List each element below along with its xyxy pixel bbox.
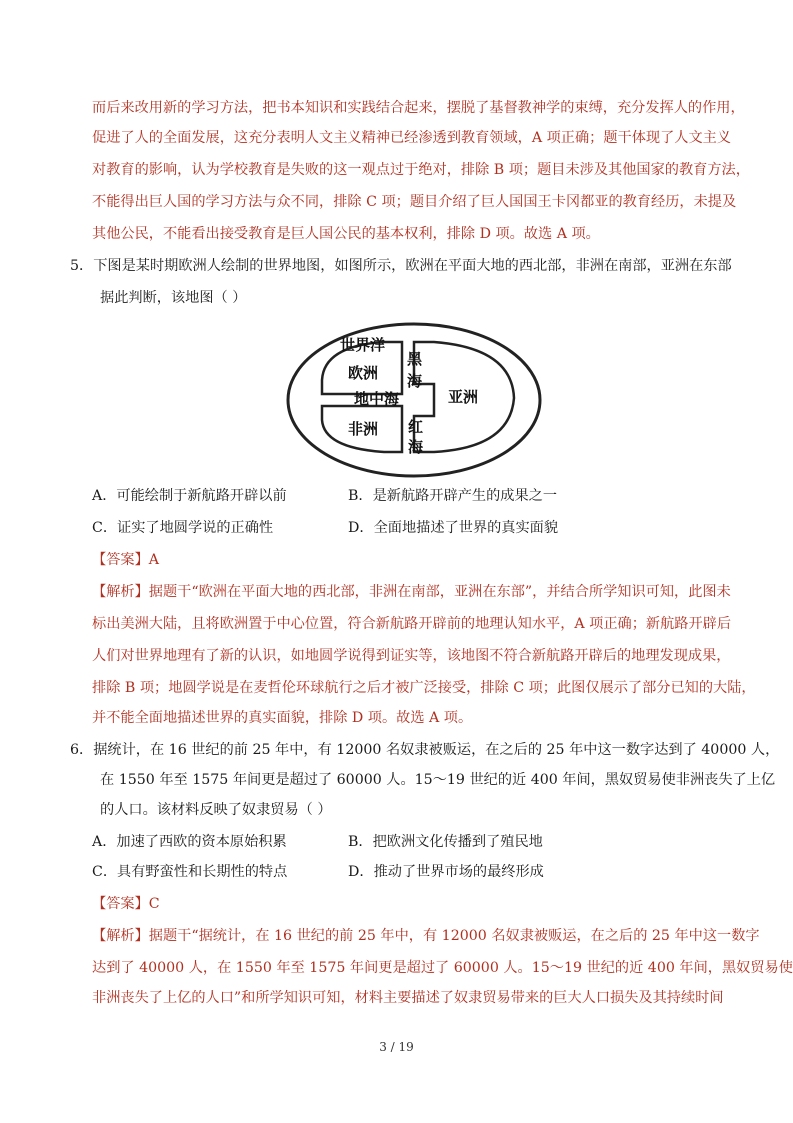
map-label-europe: 欧洲 bbox=[348, 364, 379, 382]
q4-analysis-line: 不能得出巨人国的学习方法与众不同，排除 C 项；题目介绍了巨人国国王卡冈都亚的教育经历，未提及 bbox=[92, 194, 737, 210]
answer-value: A bbox=[148, 552, 160, 568]
q4-analysis-line: 对教育的影响，认为学校教育是失败的这一观点过于绝对，排除 B 项；题目未涉及其他国家的教育方法， bbox=[92, 162, 750, 178]
answer-tag: 【答案】 bbox=[92, 896, 149, 912]
world-map-figure bbox=[284, 320, 544, 480]
q5-analysis-line: 排除 B 项；地圆学说是在麦哲伦环球航行之后才被广泛接受，排除 C 项；此图仅展示了部分已知的大陆， bbox=[92, 680, 756, 696]
q5-option-c: C．证实了地圆学说的正确性 bbox=[92, 520, 274, 536]
q4-analysis-line: 而后来改用新的学习方法，把书本知识和实践结合起来，摆脱了基督教神学的束缚，充分发挥人的作用， bbox=[92, 100, 745, 116]
q5-option-b: B．是新航路开辟产生的成果之一 bbox=[348, 488, 558, 504]
answer-tag: 【答案】 bbox=[92, 552, 149, 568]
q6-option-b: B．把欧洲文化传播到了殖民地 bbox=[348, 834, 543, 850]
q6-option-d: D．推动了世界市场的最终形成 bbox=[348, 864, 544, 880]
q6-stem-line: 在 1550 年至 1575 年间更是超过了 60000 人。15～19 世纪的近 400 年间，黑奴贸易使非洲丧失了上亿 bbox=[100, 772, 776, 788]
q5-analysis-line bbox=[92, 582, 731, 602]
analysis-tag: 【解析】 bbox=[92, 584, 149, 600]
map-label-black-sea: 黑 bbox=[407, 350, 423, 368]
q5-analysis-line: 标出美洲大陆，且将欧洲置于中心位置，符合新航路开辟前的地理认知水平，A 项正确；新航路开辟后 bbox=[92, 616, 732, 632]
q4-analysis-line: 其他公民，不能看出接受教育是巨人国公民的基本权利，排除 D 项。故选 A 项。 bbox=[92, 226, 600, 242]
q5-option-d: D．全面地描述了世界的真实面貌 bbox=[348, 520, 559, 536]
q5-analysis-line: 并不能全面地描述世界的真实面貌，排除 D 项。故选 A 项。 bbox=[92, 710, 473, 726]
map-label-ocean: 世界洋 bbox=[340, 336, 386, 354]
q5-option-a: A．可能绘制于新航路开辟以前 bbox=[92, 488, 287, 504]
map-label-black-sea: 海 bbox=[407, 372, 423, 390]
analysis-text: 据题干“欧洲在平面大地的西北部，非洲在南部，亚洲在东部”，并结合所学知识可知，此图未 bbox=[148, 584, 731, 600]
q6-stem-line: 的人口。该材料反映了奴隶贸易（ ） bbox=[100, 802, 332, 818]
q5-stem-line: 5．下图是某时期欧洲人绘制的世界地图，如图所示，欧洲在平面大地的西北部，非洲在南部，亚洲在东部 bbox=[70, 258, 732, 274]
q6-analysis-line: 达到了 40000 人，在 1550 年至 1575 年间更是超过了 60000 人。15～19 世纪的近 400 年间，黑奴贸易使 bbox=[92, 960, 793, 976]
analysis-tag: 【解析】 bbox=[92, 928, 149, 944]
q6-option-c: C．具有野蛮性和长期性的特点 bbox=[92, 864, 288, 880]
q5-analysis-line: 人们对世界地理有了新的认识，如地圆学说得到证实等，该地图不符合新航路开辟后的地理发现成果， bbox=[92, 648, 731, 664]
q6-answer bbox=[92, 894, 160, 914]
q6-analysis-line: 非洲丧失了上亿的人口”和所学知识可知，材料主要描述了奴隶贸易带来的巨大人口损失及其持续时间 bbox=[92, 990, 724, 1006]
map-label-africa: 非洲 bbox=[348, 420, 379, 438]
q5-stem-line: 据此判断，该地图（ ） bbox=[100, 290, 247, 306]
q4-analysis-line: 促进了人的全面发展，这充分表明人文主义精神已经渗透到教育领域，A 项正确；题干体现了人文主义 bbox=[92, 130, 732, 146]
map-label-mediterranean: 地中海 bbox=[354, 390, 400, 408]
page-number: 3 / 19 bbox=[379, 1040, 414, 1054]
map-label-asia: 亚洲 bbox=[448, 388, 479, 406]
q6-stem-line: 6．据统计，在 16 世纪的前 25 年中，有 12000 名奴隶被贩运，在之后的 25 年中这一数字达到了 40000 人， bbox=[70, 742, 780, 758]
map-label-red-sea: 红 bbox=[408, 418, 424, 436]
answer-value: C bbox=[148, 896, 160, 912]
analysis-text: 据题干“据统计，在 16 世纪的前 25 年中，有 12000 名奴隶被贩运，在之后的 25 年中这一数字 bbox=[148, 928, 760, 944]
map-label-red-sea: 海 bbox=[408, 438, 424, 456]
q6-option-a: A．加速了西欧的资本原始积累 bbox=[92, 834, 287, 850]
q5-answer bbox=[92, 550, 159, 570]
q6-analysis-line bbox=[92, 926, 760, 946]
